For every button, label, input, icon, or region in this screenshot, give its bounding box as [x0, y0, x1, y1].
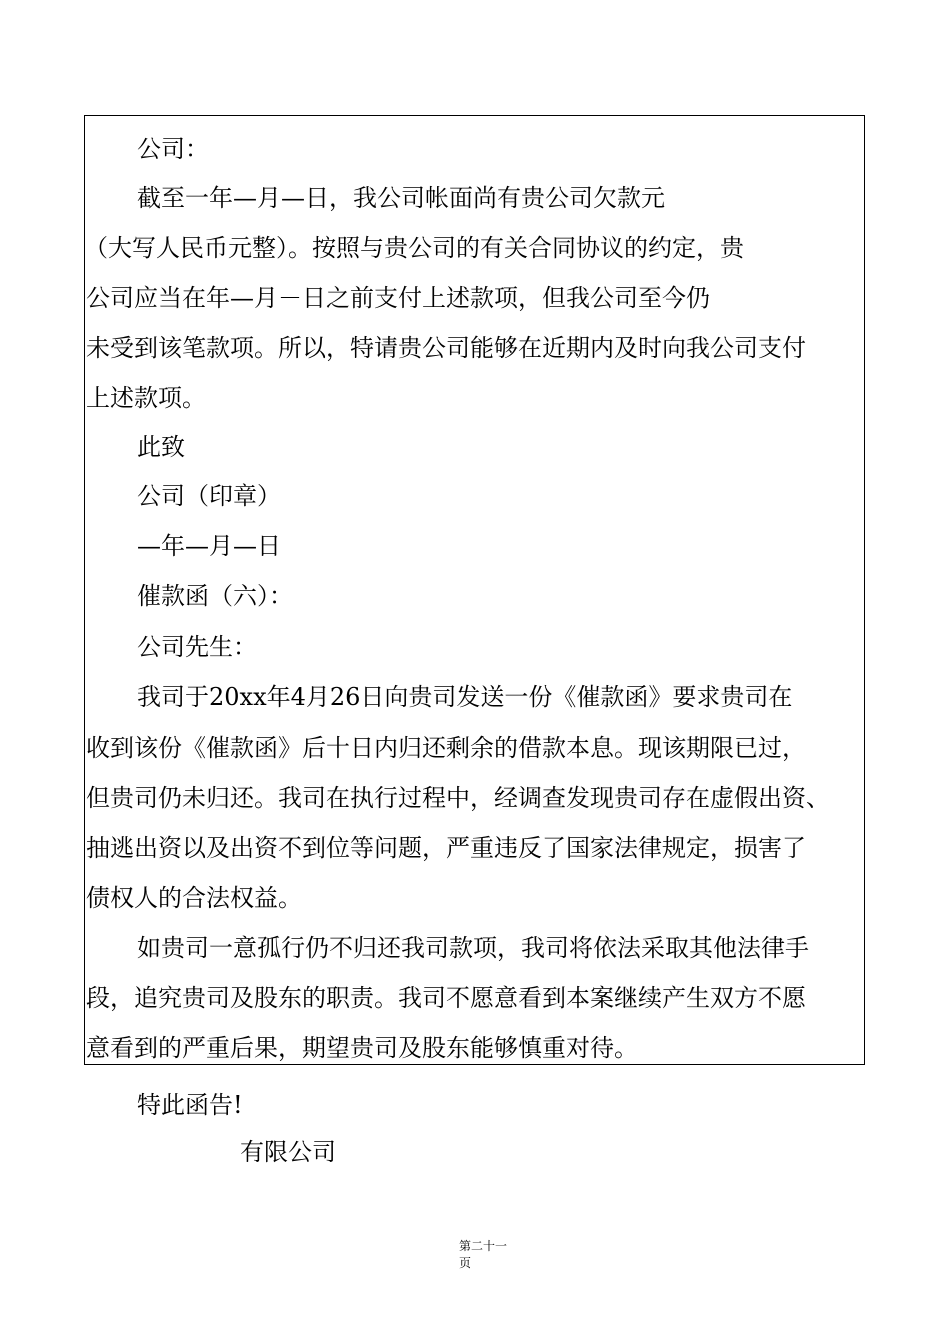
section-heading: 催款函（六）： [137, 582, 293, 610]
paragraph-2-line-4: 抽逃出资以及出资不到位等问题，严重违反了国家法律规定，损害了 [86, 834, 806, 862]
paragraph-1-line-1: 截至一年—月—日，我公司帐面尚有贵公司欠款元 [137, 184, 665, 212]
regards-text: 此致 [137, 433, 185, 461]
page-number-line-1: 第二十一 [459, 1239, 508, 1253]
company-seal: 公司（印章） [137, 482, 281, 510]
paragraph-1-line-4: 未受到该笔款项。所以，特请贵公司能够在近期内及时向我公司支付 [86, 334, 806, 362]
paragraph-1-line-2: （大写人民币元整）。按照与贵公司的有关合同协议的约定，贵 [84, 234, 744, 262]
salutation-2: 公司先生： [137, 633, 257, 661]
paragraph-2-line-3: 但贵司仍未归还。我司在执行过程中，经调查发现贵司存在虚假出资、 [86, 784, 830, 812]
paragraph-3-line-2: 段，追究贵司及股东的职责。我司不愿意看到本案继续产生双方不愿 [86, 984, 806, 1012]
paragraph-2-line-2: 收到该份《催款函》后十日内归还剩余的借款本息。现该期限已过， [86, 734, 806, 762]
page-number-line-2: 页 [459, 1256, 472, 1270]
signature-company: 有限公司 [240, 1138, 336, 1166]
paragraph-2-line-5: 债权人的合法权益。 [86, 884, 302, 912]
paragraph-3-line-3: 意看到的严重后果，期望贵司及股东能够慎重对待。 [86, 1034, 638, 1062]
date-line: —年—月—日 [137, 532, 281, 560]
closing-text: 特此函告! [137, 1091, 243, 1119]
salutation-1: 公司： [137, 135, 209, 163]
paragraph-1-line-5: 上述款项。 [86, 384, 206, 412]
page-number [459, 1238, 507, 1272]
paragraph-1-line-3: 公司应当在年—月－日之前支付上述款项，但我公司至今仍 [86, 284, 710, 312]
paragraph-3-line-1: 如贵司一意孤行仍不归还我司款项，我司将依法采取其他法律手 [137, 934, 809, 962]
paragraph-2-line-1: 我司于20xx年4月26日向贵司发送一份《催款函》要求贵司在 [137, 683, 793, 711]
